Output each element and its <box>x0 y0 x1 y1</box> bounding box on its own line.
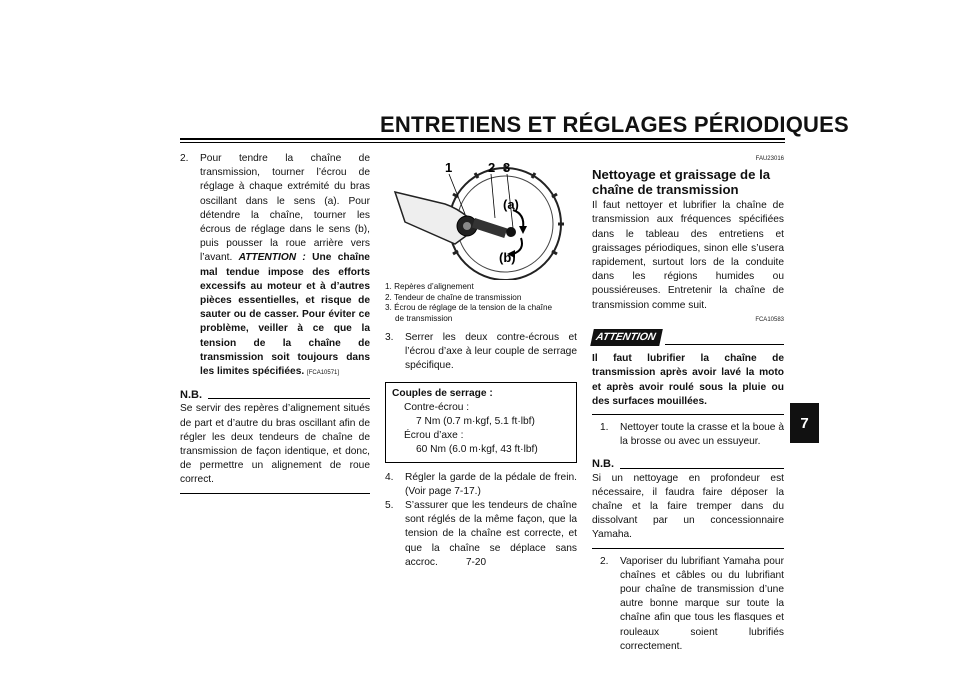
nb-header <box>180 388 370 402</box>
step-text: Serrer les deux contre-écrous et l’écrou d’axe à leur couple de serrage spécifique. <box>405 332 577 372</box>
reference-code: [FCA10571] <box>307 370 340 377</box>
step-number: 2. <box>600 555 609 567</box>
reference-code: FAU23016 <box>755 156 784 162</box>
section-intro: Il faut nettoyer et lubrifier la chaîne de transmission aux fréquences spécifiées dans le tableau des entretiens et graissages périodiques, sinon elle s’usera rapidement, surtout lors de la conduite dans les régions humides ou poussiéreuses. Entretenir la chaîne de transmission comme suit. <box>592 200 784 311</box>
section-title: Nettoyage et graissage de la chaîne de transmission <box>592 167 771 198</box>
nb-end-rule <box>180 493 370 494</box>
step-4 <box>385 471 577 499</box>
label-a: (a) <box>503 197 519 212</box>
chapter-tab: 7 <box>790 403 819 443</box>
attention-header <box>592 329 784 346</box>
chain-adjuster-illustration <box>385 152 577 280</box>
torque-line-3: Écrou d’axe : <box>404 430 464 442</box>
step-text: Régler la garde de la pédale de frein. (Voir page 7-17.) <box>405 471 577 497</box>
nb-text: Se servir des repères d’alignement situés de part et d’autre du bras oscillant afin de régler les deux tendeurs de chaîne de transmission de façon identique, et donc, de permettre un alignement de roue correct. <box>180 403 370 486</box>
nb-end-rule <box>592 548 784 549</box>
chain-adjuster-bolt <box>472 218 507 238</box>
callout-2: 2 <box>488 160 496 175</box>
nb-header <box>592 457 784 471</box>
label-b: (b) <box>499 250 516 265</box>
nb-label: N.B. <box>592 458 614 471</box>
torque-line-4: 60 Nm (6.0 m·kgf, 43 ft·lbf) <box>416 444 538 456</box>
caption-2: 2. Tendeur de chaîne de transmission <box>385 292 522 302</box>
step-2-tension <box>180 152 370 380</box>
page-title: ENTRETIENS ET RÉGLAGES PÉRIODIQUES <box>380 112 849 137</box>
step-number: 1. <box>600 422 609 434</box>
step-number: 2. <box>180 153 189 164</box>
step-number: 3. <box>385 332 394 343</box>
attention-label: ATTENTION <box>590 329 663 346</box>
step-3 <box>385 331 577 374</box>
torque-line-2: 7 Nm (0.7 m·kgf, 5.1 ft·lbf) <box>416 416 535 428</box>
step-text: Vaporiser du lubrifiant Yamaha pour chaînes et câbles ou du lubrifiant pour chaîne de transmission d’une autre bonne marque sur toute la chaîne afin que tous les flasques et rouleaux soient lubrifiés correctement. <box>620 555 784 652</box>
page-number: 7-20 <box>466 557 487 568</box>
torque-line-1: Contre-écrou : <box>404 401 470 413</box>
reference-code: FCA10583 <box>755 316 784 323</box>
caption-3: 3. Écrou de réglage de la tension de la chaîne <box>385 303 553 312</box>
figure-captions <box>385 282 577 324</box>
torque-spec-box <box>385 382 577 463</box>
callout-3: 3 <box>503 160 511 175</box>
callout-1: 1 <box>445 160 453 175</box>
caption-1: 1. Repères d’alignement <box>385 282 474 291</box>
step-number: 4. <box>385 471 394 483</box>
nb-rule <box>620 468 784 469</box>
title-rule <box>180 138 785 140</box>
step-text: Nettoyer toute la crasse et la boue à la brosse ou avec un essuyeur. <box>620 422 784 448</box>
left-column <box>180 152 370 494</box>
nb-rule <box>208 398 370 399</box>
direction-arrow-a <box>513 210 523 228</box>
step-text: Pour tendre la chaîne de transmission, tourner l’écrou de réglage à chaque extrémité du bras oscillant dans le sens (a). Pour détendre la chaîne, tourner les écrous de réglage dans le sens (b), puis pousser la roue arrière vers l’avant. ATTENTION : Une chaîne mal tendue impose des efforts excessifs au moteur et à d’autres pièces essentielles, et risque de sauter ou de casser. Pour éviter ce problème, veiller à ce que la tension de la chaîne de transmission soit toujours dans les limites spécifiées. [FCA10571] <box>200 153 370 378</box>
attention-text: Il faut lubrifier la chaîne de transmission après avoir lavé la moto et après avoir roulé sous la pluie ou des surfaces mouillées. <box>592 353 784 407</box>
nb-text: Si un nettoyage en profondeur est nécessaire, il faudra faire déposer la chaîne et la faire tremper dans du dissolvant par un concessionnaire Yamaha. <box>592 472 784 541</box>
step-number: 5. <box>385 500 394 512</box>
nb-label: N.B. <box>180 389 202 402</box>
step-text: S’assurer que les tendeurs de chaîne sont réglés de la même façon, que la tension de la chaîne est correcte, et que la chaîne se déplace sans accroc. <box>405 500 577 568</box>
right-column <box>592 152 784 654</box>
title-rule-thin <box>180 142 785 143</box>
step-1-clean <box>592 421 784 449</box>
caption-3-cont: de transmission <box>395 313 453 323</box>
attention-rule <box>665 344 784 345</box>
attention-end-rule <box>592 414 784 415</box>
middle-column <box>385 152 577 570</box>
attention-inline-label: ATTENTION : <box>238 252 306 264</box>
step-2-lubricate <box>592 555 784 654</box>
torque-title: Couples de serrage : <box>392 387 493 399</box>
attention-inline-text: Une chaîne mal tendue impose des efforts excessifs au moteur et à d’autres pièces essentielles, et risque de sauter ou de casser. Pour éviter ce problème, veiller à ce que la tension de la chaîne de transmission soit toujours dans les limites spécifiées. <box>200 252 370 378</box>
